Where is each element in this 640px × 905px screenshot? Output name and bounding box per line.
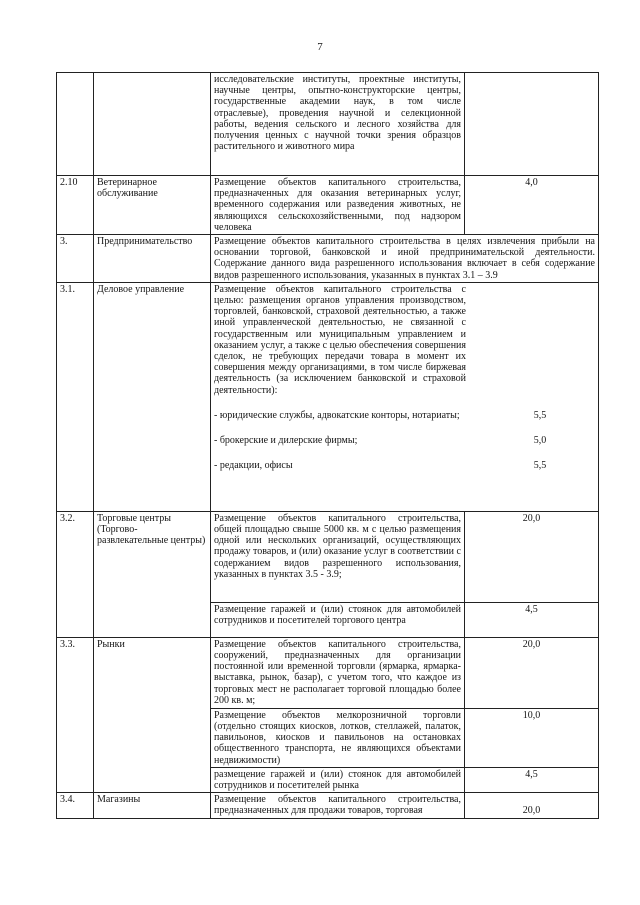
table-row	[57, 282, 599, 511]
subitem-value: 5,5	[533, 409, 547, 421]
row-name: Ветеринарное обслуживание	[94, 176, 211, 235]
row-description: Размещение объектов капитального строительства, предназначенных для оказания ветеринарных услуг, временного содержания или разведения животных, не являющихся сельскохозяйственными, под надзором человека	[211, 176, 465, 235]
row-description: размещение гаражей и (или) стоянок для автомобилей сотрудников и посетителей рынка	[211, 767, 465, 792]
table-row	[57, 637, 599, 708]
list-item	[214, 460, 595, 471]
page-number: 7	[317, 41, 323, 53]
row-value: 20,0	[465, 511, 599, 602]
row-description: Размещение объектов капитального строительства в целях извлечения прибыли на основании торговой, банковской и иной предпринимательской деятельности. Содержание данного вида разрешенного использования включает в себя содержание видов разрешенного использования, указанных в пунктах 3.1 – 3.9	[211, 235, 599, 283]
row-name	[94, 73, 211, 176]
row-description: Размещение объектов капитального строительства, сооружений, предназначенных для организации постоянной или временной торговли (ярмарка, ярмарка-выставка, рынок, базар), с учетом того, что каждое из торговых мест не располагает торговой площадью более 200 кв. м;	[211, 637, 465, 708]
row-number: 3.1.	[57, 282, 94, 511]
row-description: Размещение гаражей и (или) стоянок для автомобилей сотрудников и посетителей торгового центра	[211, 602, 465, 637]
row-value	[465, 73, 599, 176]
list-item	[214, 435, 595, 446]
row-description: Размещение объектов капитального строительства, общей площадью свыше 5000 кв. м с целью размещения одной или нескольких организаций, осуществляющих продажу товаров, и (или) оказание услуг в соответствии с содержанием видов разрешенного использования, указанных в пунктах 3.5 - 3.9;	[211, 511, 465, 602]
row-description: исследовательские институты, проектные институты, научные центры, опытно-конструкторские центры, государственные академии наук, в том числе отраслевые), проведения научной и селекционной работы, ведения сельского и лесного хозяйства для получения ценных с научной точки зрения образцов растительного и животного мира	[211, 73, 465, 176]
table-row	[57, 176, 599, 235]
row-name: Торговые центры (Торгово-развлекательные центры)	[94, 511, 211, 637]
row-name: Рынки	[94, 637, 211, 792]
row-name: Магазины	[94, 793, 211, 818]
table-row	[57, 793, 599, 818]
row-number	[57, 73, 94, 176]
row-value: 4,0	[465, 176, 599, 235]
table-row	[57, 511, 599, 602]
row-value: 4,5	[465, 602, 599, 637]
table-row	[57, 235, 599, 283]
row-number: 3.4.	[57, 793, 94, 818]
subitem-value: 5,0	[533, 435, 547, 447]
subitem-text: - юридические службы, адвокатские конторы, нотариаты;	[214, 409, 460, 421]
row-number: 3.2.	[57, 511, 94, 637]
subitem-list	[214, 410, 595, 472]
subitem-text: - брокерские и дилерские фирмы;	[214, 435, 358, 447]
row-number: 2.10	[57, 176, 94, 235]
row-value: 20,0	[465, 793, 599, 818]
table-row	[57, 73, 599, 176]
land-use-table	[56, 72, 599, 819]
row-value: 20,0	[465, 637, 599, 708]
subitem-value: 5,5	[533, 460, 547, 472]
row-value: 4,5	[465, 767, 599, 792]
row-description: Размещение объектов капитального строительства с целью: размещения органов управления производством, торговлей, банковской, страховой деятельностью, а также иной управленческой деятельностью, не связанной с государственным или муниципальным управлением и оказанием услуг, а также с целью обеспечения совершения сделок, не требующих передачи товара в момент их совершения между организациями, в том числе биржевая деятельность (за исключением банковской и страховой деятельности):	[214, 283, 466, 396]
list-item	[214, 410, 595, 421]
row-number: 3.3.	[57, 637, 94, 792]
row-value: 10,0	[465, 708, 599, 767]
subitem-text: - редакции, офисы	[214, 460, 293, 472]
row-name: Деловое управление	[94, 282, 211, 511]
row-number: 3.	[57, 235, 94, 283]
row-description-block	[211, 282, 599, 511]
row-description: Размещение объектов капитального строительства, предназначенных для продажи товаров, торговая	[211, 793, 465, 818]
row-name: Предпринимательство	[94, 235, 211, 283]
row-description: Размещение объектов мелкорозничной торговли (отдельно стоящих киосков, лотков, стеллажей, палаток, павильонов, киосков и павильонов на остановках общественного транспорта, не являющихся объектами недвижимости)	[211, 708, 465, 767]
